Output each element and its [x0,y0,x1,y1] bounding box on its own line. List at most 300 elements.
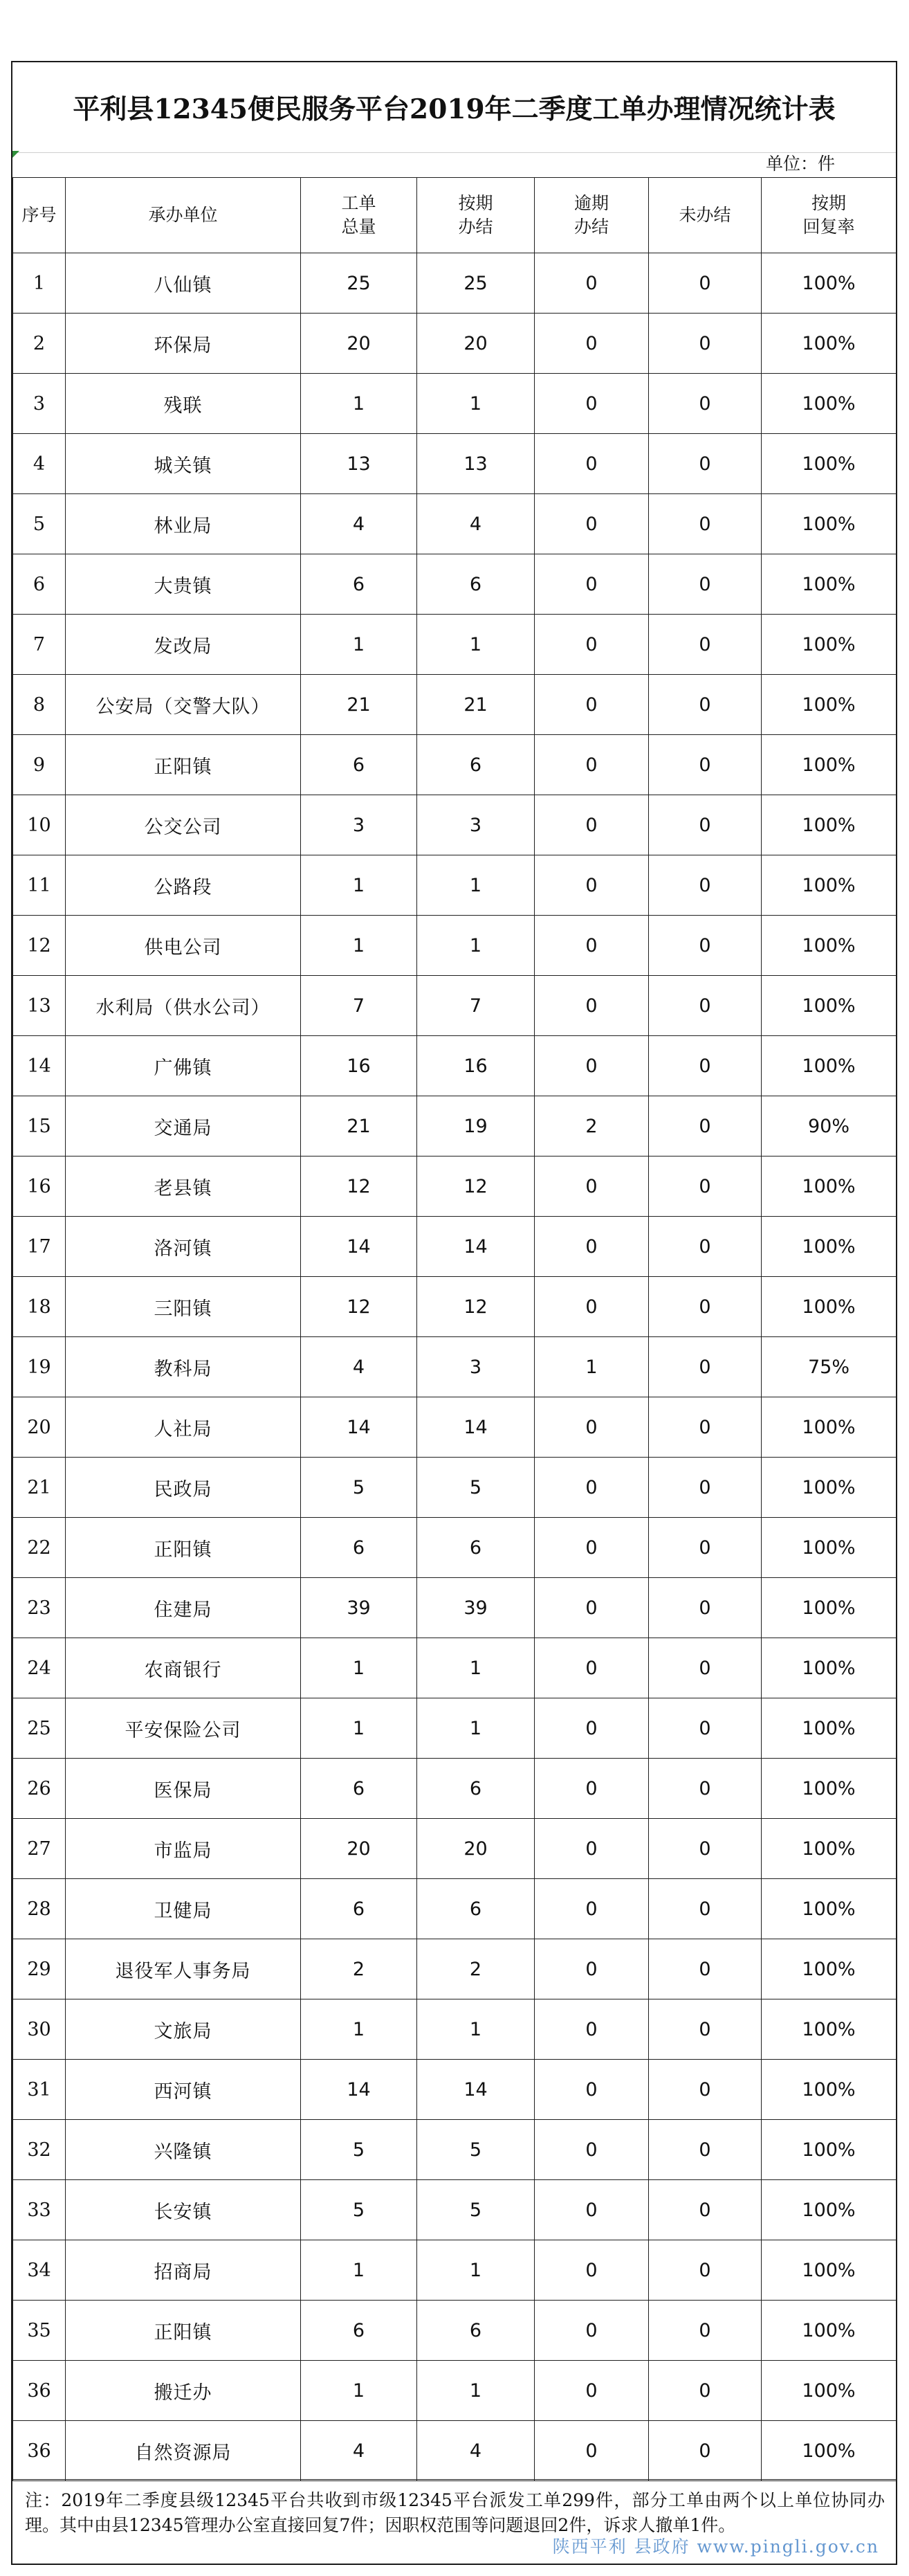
overdue-cell: 2 [535,1096,649,1157]
unit-cell: 退役军人事务局 [66,1939,301,1999]
ontime-cell: 1 [417,615,535,675]
index-cell: 30 [13,1999,66,2060]
rate-cell: 100% [762,1036,897,1096]
unit-cell: 交通局 [66,1096,301,1157]
index-cell: 1 [13,253,66,314]
overdue-cell: 0 [535,2301,649,2361]
unit-cell: 城关镇 [66,434,301,494]
table-header-row [13,178,897,253]
total-cell: 16 [301,1036,417,1096]
unit-cell: 西河镇 [66,2060,301,2120]
ontime-cell: 1 [417,1999,535,2060]
pending-cell: 0 [649,2240,762,2301]
unit-cell: 平安保险公司 [66,1698,301,1759]
table-row [13,1578,897,1638]
unit-cell: 公交公司 [66,795,301,855]
overdue-cell: 0 [535,1759,649,1819]
ontime-cell: 6 [417,735,535,795]
pending-cell: 0 [649,1518,762,1578]
total-cell: 3 [301,795,417,855]
total-cell: 13 [301,434,417,494]
total-cell: 5 [301,1458,417,1518]
unit-cell: 住建局 [66,1578,301,1638]
total-cell: 12 [301,1277,417,1337]
rate-cell: 100% [762,554,897,615]
pending-cell: 0 [649,1578,762,1638]
unit-cell: 正阳镇 [66,735,301,795]
overdue-cell: 0 [535,1518,649,1578]
ontime-cell: 21 [417,675,535,735]
total-cell: 1 [301,916,417,976]
index-cell: 23 [13,1578,66,1638]
overdue-cell: 0 [535,494,649,554]
pending-cell: 0 [649,1939,762,1999]
column-header [762,178,897,253]
index-cell: 16 [13,1157,66,1217]
rate-cell: 100% [762,2301,897,2361]
ontime-cell: 3 [417,795,535,855]
table-row [13,615,897,675]
overdue-cell: 0 [535,554,649,615]
ontime-cell: 16 [417,1036,535,1096]
page-title: 平利县12345便民服务平台2019年二季度工单办理情况统计表 [12,62,896,153]
unit-cell: 八仙镇 [66,253,301,314]
rate-cell: 100% [762,314,897,374]
overdue-cell: 0 [535,675,649,735]
unit-cell: 公路段 [66,855,301,916]
ontime-cell: 4 [417,494,535,554]
pending-cell: 0 [649,253,762,314]
rate-cell: 100% [762,1217,897,1277]
statistics-sheet [11,61,897,2565]
pending-cell: 0 [649,1096,762,1157]
unit-cell: 水利局（供水公司） [66,976,301,1036]
index-cell: 6 [13,554,66,615]
pending-cell: 0 [649,1157,762,1217]
ontime-cell: 20 [417,1819,535,1879]
overdue-cell: 0 [535,434,649,494]
index-cell: 13 [13,976,66,1036]
overdue-cell: 0 [535,1879,649,1939]
table-row [13,2060,897,2120]
index-cell: 33 [13,2180,66,2240]
index-cell: 36 [13,2421,66,2481]
index-cell: 18 [13,1277,66,1337]
index-cell: 11 [13,855,66,916]
unit-cell: 正阳镇 [66,1518,301,1578]
rate-cell: 100% [762,2060,897,2120]
pending-cell: 0 [649,1759,762,1819]
ontime-cell: 1 [417,1638,535,1698]
column-header-line: 总量 [341,217,376,237]
unit-cell: 医保局 [66,1759,301,1819]
unit-cell: 卫健局 [66,1879,301,1939]
table-row [13,1759,897,1819]
table-row [13,1096,897,1157]
total-cell: 14 [301,1397,417,1458]
ontime-cell: 4 [417,2421,535,2481]
overdue-cell: 0 [535,1819,649,1879]
table-body [13,253,897,2481]
total-cell: 1 [301,374,417,434]
overdue-cell: 0 [535,916,649,976]
table-row [13,1157,897,1217]
overdue-cell: 0 [535,1217,649,1277]
column-header-line: 承办单位 [148,205,218,225]
ontime-cell: 1 [417,2240,535,2301]
total-cell: 4 [301,1337,417,1397]
rate-cell: 100% [762,2240,897,2301]
rate-cell: 100% [762,615,897,675]
unit-cell: 农商银行 [66,1638,301,1698]
overdue-cell: 0 [535,1157,649,1217]
table-row [13,1458,897,1518]
unit-cell: 自然资源局 [66,2421,301,2481]
rate-cell: 100% [762,1879,897,1939]
pending-cell: 0 [649,314,762,374]
index-cell: 3 [13,374,66,434]
unit-cell: 残联 [66,374,301,434]
table-row [13,735,897,795]
overdue-cell: 0 [535,1999,649,2060]
overdue-cell: 0 [535,2240,649,2301]
index-cell: 29 [13,1939,66,1999]
unit-cell: 洛河镇 [66,1217,301,1277]
pending-cell: 0 [649,2421,762,2481]
rate-cell: 100% [762,2361,897,2421]
unit-cell: 供电公司 [66,916,301,976]
column-header [13,178,66,253]
ontime-cell: 1 [417,1698,535,1759]
table-row [13,374,897,434]
table-row [13,1217,897,1277]
ontime-cell: 13 [417,434,535,494]
rate-cell: 100% [762,1939,897,1999]
rate-cell: 100% [762,434,897,494]
pending-cell: 0 [649,1458,762,1518]
unit-cell: 正阳镇 [66,2301,301,2361]
pending-cell: 0 [649,434,762,494]
total-cell: 12 [301,1157,417,1217]
pending-cell: 0 [649,675,762,735]
index-cell: 17 [13,1217,66,1277]
pending-cell: 0 [649,2301,762,2361]
overdue-cell: 0 [535,2180,649,2240]
table-row [13,1819,897,1879]
rate-cell: 100% [762,1638,897,1698]
rate-cell: 100% [762,374,897,434]
rate-cell: 100% [762,1698,897,1759]
table-row [13,1638,897,1698]
rate-cell: 100% [762,1759,897,1819]
total-cell: 1 [301,2240,417,2301]
rate-cell: 100% [762,916,897,976]
unit-cell: 公安局（交警大队） [66,675,301,735]
unit-cell: 搬迁办 [66,2361,301,2421]
site-watermark: 陕西平利 县政府 www.pingli.gov.cn [552,2537,879,2557]
total-cell: 5 [301,2180,417,2240]
index-cell: 20 [13,1397,66,1458]
pending-cell: 0 [649,1999,762,2060]
column-header-line: 序号 [21,205,57,225]
unit-cell: 长安镇 [66,2180,301,2240]
total-cell: 1 [301,1999,417,2060]
index-cell: 8 [13,675,66,735]
pending-cell: 0 [649,374,762,434]
overdue-cell: 0 [535,1638,649,1698]
total-cell: 20 [301,314,417,374]
rate-cell: 100% [762,1518,897,1578]
rate-cell: 100% [762,2421,897,2481]
ontime-cell: 6 [417,1759,535,1819]
overdue-cell: 0 [535,2421,649,2481]
ontime-cell: 19 [417,1096,535,1157]
total-cell: 6 [301,1879,417,1939]
rate-cell: 100% [762,1157,897,1217]
table-row [13,1036,897,1096]
column-header [535,178,649,253]
ontime-cell: 12 [417,1157,535,1217]
table-row [13,2361,897,2421]
column-header [649,178,762,253]
unit-cell: 林业局 [66,494,301,554]
rate-cell: 100% [762,253,897,314]
overdue-cell: 0 [535,2361,649,2421]
column-header-line: 办结 [573,217,609,237]
overdue-cell: 0 [535,314,649,374]
table-row [13,916,897,976]
column-header-line: 未办结 [679,205,731,225]
table-row [13,795,897,855]
ontime-cell: 1 [417,2361,535,2421]
ontime-cell: 3 [417,1337,535,1397]
pending-cell: 0 [649,554,762,615]
ontime-cell: 6 [417,2301,535,2361]
column-header-line: 按期 [458,193,493,213]
index-cell: 34 [13,2240,66,2301]
index-cell: 2 [13,314,66,374]
rate-cell: 100% [762,1999,897,2060]
unit-cell: 发改局 [66,615,301,675]
column-header [301,178,417,253]
ontime-cell: 20 [417,314,535,374]
table-row [13,1879,897,1939]
rate-cell: 75% [762,1337,897,1397]
pending-cell: 0 [649,1819,762,1879]
rate-cell: 100% [762,1397,897,1458]
table-row [13,314,897,374]
unit-cell: 三阳镇 [66,1277,301,1337]
table-row [13,2240,897,2301]
total-cell: 6 [301,1518,417,1578]
pending-cell: 0 [649,1397,762,1458]
total-cell: 14 [301,2060,417,2120]
footnote: 注：2019年二季度县级12345平台共收到市级12345平台派发工单299件，部分工单由两个以上单位协同办理。其中由县12345管理办公室直接回复7件；因职权范围等问题退回2件，诉求人撤单1件。 [12,2479,896,2564]
index-cell: 21 [13,1458,66,1518]
total-cell: 1 [301,855,417,916]
index-cell: 10 [13,795,66,855]
index-cell: 25 [13,1698,66,1759]
pending-cell: 0 [649,1698,762,1759]
unit-cell: 民政局 [66,1458,301,1518]
overdue-cell: 0 [535,374,649,434]
unit-cell: 市监局 [66,1819,301,1879]
unit-cell: 大贵镇 [66,554,301,615]
total-cell: 6 [301,735,417,795]
column-header-line: 逾期 [573,193,609,213]
pending-cell: 0 [649,735,762,795]
table-row [13,675,897,735]
ontime-cell: 6 [417,554,535,615]
total-cell: 21 [301,675,417,735]
unit-cell: 人社局 [66,1397,301,1458]
index-cell: 35 [13,2301,66,2361]
pending-cell: 0 [649,1277,762,1337]
column-header [66,178,301,253]
overdue-cell: 0 [535,795,649,855]
index-cell: 22 [13,1518,66,1578]
pending-cell: 0 [649,2361,762,2421]
unit-cell: 老县镇 [66,1157,301,1217]
overdue-cell: 0 [535,2120,649,2180]
column-header-line: 按期 [811,193,846,213]
index-cell: 14 [13,1036,66,1096]
overdue-cell: 0 [535,976,649,1036]
table-row [13,1397,897,1458]
ontime-cell: 14 [417,2060,535,2120]
total-cell: 2 [301,1939,417,1999]
rate-cell: 100% [762,494,897,554]
overdue-cell: 0 [535,1939,649,1999]
rate-cell: 90% [762,1096,897,1157]
rate-cell: 100% [762,735,897,795]
table-row [13,1698,897,1759]
rate-cell: 100% [762,976,897,1036]
index-cell: 24 [13,1638,66,1698]
pending-cell: 0 [649,1217,762,1277]
total-cell: 39 [301,1578,417,1638]
pending-cell: 0 [649,615,762,675]
ontime-cell: 6 [417,1518,535,1578]
rate-cell: 100% [762,1277,897,1337]
index-cell: 28 [13,1879,66,1939]
overdue-cell: 0 [535,1458,649,1518]
index-cell: 27 [13,1819,66,1879]
total-cell: 6 [301,554,417,615]
overdue-cell: 0 [535,615,649,675]
ontime-cell: 25 [417,253,535,314]
pending-cell: 0 [649,1879,762,1939]
ontime-cell: 1 [417,855,535,916]
total-cell: 20 [301,1819,417,1879]
index-cell: 36 [13,2361,66,2421]
table-row [13,434,897,494]
total-cell: 1 [301,1638,417,1698]
ontime-cell: 39 [417,1578,535,1638]
pending-cell: 0 [649,2060,762,2120]
table-row [13,2301,897,2361]
index-cell: 7 [13,615,66,675]
pending-cell: 0 [649,494,762,554]
table-row [13,1277,897,1337]
ontime-cell: 14 [417,1217,535,1277]
total-cell: 21 [301,1096,417,1157]
overdue-cell: 0 [535,1698,649,1759]
total-cell: 1 [301,1698,417,1759]
table-row [13,554,897,615]
cell-comment-marker [12,151,19,158]
unit-cell: 广佛镇 [66,1036,301,1096]
table-row [13,855,897,916]
overdue-cell: 0 [535,1397,649,1458]
total-cell: 5 [301,2120,417,2180]
pending-cell: 0 [649,795,762,855]
index-cell: 26 [13,1759,66,1819]
unit-cell: 文旅局 [66,1999,301,2060]
column-header-line: 回复率 [802,217,855,237]
total-cell: 14 [301,1217,417,1277]
total-cell: 1 [301,2361,417,2421]
index-cell: 31 [13,2060,66,2120]
work-order-table [12,177,897,2481]
rate-cell: 100% [762,675,897,735]
table-row [13,253,897,314]
pending-cell: 0 [649,1337,762,1397]
overdue-cell: 0 [535,855,649,916]
overdue-cell: 0 [535,1277,649,1337]
overdue-cell: 0 [535,1036,649,1096]
index-cell: 12 [13,916,66,976]
unit-cell: 兴隆镇 [66,2120,301,2180]
overdue-cell: 0 [535,2060,649,2120]
column-header [417,178,535,253]
total-cell: 4 [301,2421,417,2481]
table-row [13,1939,897,1999]
total-cell: 1 [301,615,417,675]
ontime-cell: 12 [417,1277,535,1337]
table-row [13,494,897,554]
rate-cell: 100% [762,1578,897,1638]
index-cell: 15 [13,1096,66,1157]
ontime-cell: 6 [417,1879,535,1939]
pending-cell: 0 [649,855,762,916]
unit-cell: 教科局 [66,1337,301,1397]
table-row [13,1518,897,1578]
index-cell: 32 [13,2120,66,2180]
table-row [13,976,897,1036]
ontime-cell: 1 [417,916,535,976]
rate-cell: 100% [762,2180,897,2240]
unit-cell: 招商局 [66,2240,301,2301]
pending-cell: 0 [649,916,762,976]
ontime-cell: 2 [417,1939,535,1999]
index-cell: 5 [13,494,66,554]
overdue-cell: 0 [535,735,649,795]
table-row [13,2180,897,2240]
index-cell: 4 [13,434,66,494]
overdue-cell: 0 [535,1578,649,1638]
table-row [13,2120,897,2180]
rate-cell: 100% [762,795,897,855]
overdue-cell: 1 [535,1337,649,1397]
ontime-cell: 5 [417,1458,535,1518]
pending-cell: 0 [649,2120,762,2180]
total-cell: 25 [301,253,417,314]
total-cell: 7 [301,976,417,1036]
rate-cell: 100% [762,1819,897,1879]
ontime-cell: 5 [417,2120,535,2180]
table-row [13,1337,897,1397]
